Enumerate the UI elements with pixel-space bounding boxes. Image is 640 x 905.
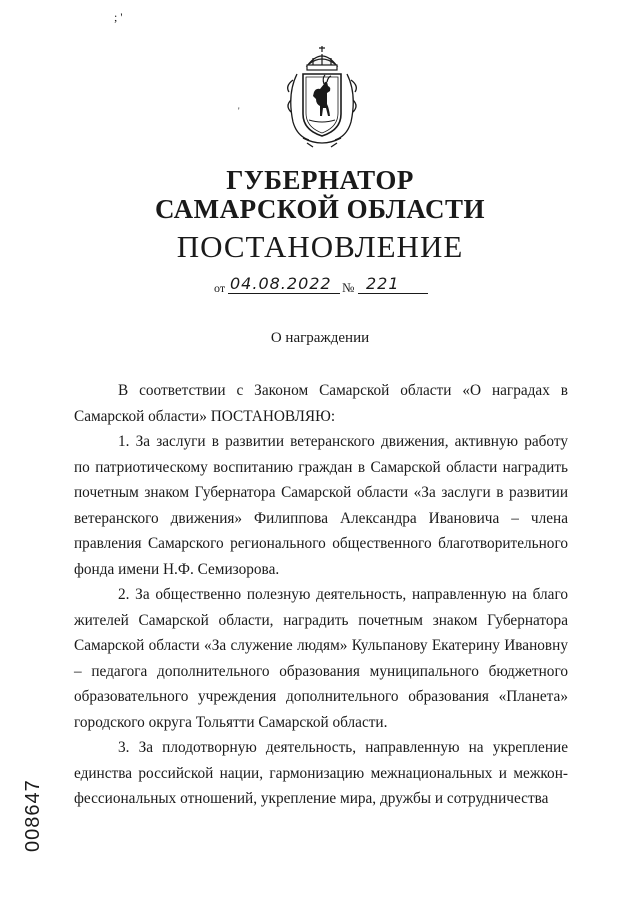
decree-type-heading: ПОСТАНОВЛЕНИЕ [176,229,464,264]
date-underline [228,293,340,294]
scan-mark: ' [238,106,240,116]
subject-heading: О награждении [270,330,370,346]
issuer-title-line2: САМАРСКОЙ ОБЛАСТИ [154,194,486,224]
handwritten-number: 221 [366,274,400,293]
clause-2-paragraph: 2. За общественно полезную деятельность, направленную на благо жителей Самарской области, наградить почетным знаком Губернатора Самарской области «За служение людям» Кульпанову Екатерину Ивановну – педагога дополнительного образования муниципального бюджетного образовательного учреждения дополнительного образования «Планета» городского округа Тольятти Самарской области. [74,586,568,731]
registration-number: 008647 [22,779,44,852]
number-label: № [342,280,355,295]
date-label: от [214,281,226,295]
decree-body [74,378,568,812]
number-underline [358,293,428,294]
handwritten-date: 04.08.2022 [230,274,332,293]
clause-3-paragraph: 3. За плодотворную деятельность, направленную на укрепление единства российской нации, гармонизацию межнациональных и межконфессиональных отношений, укрепление мира, дружбы и сотрудничества [74,739,568,807]
samara-coat-of-arms-icon [283,44,361,148]
clause-1-paragraph: 1. За заслуги в развитии ветеранского движения, активную работу по патриотическому воспитанию граждан в Самарской области наградить почетным знаком Губернатора Самарской области «За заслуги в развитии ветеранского движения» Филиппова Александра Ивановича – члена правления Самарского регионального общественного благотворительного фонда имени Н.Ф. Семизорова. [74,433,568,578]
date-number-line [214,276,444,296]
issuer-title-line1: ГУБЕРНАТОР [226,165,414,195]
scan-mark: ; ' [114,10,123,24]
preamble-paragraph: В соответствии с Законом Самарской области «О наградах в Самарской области» ПОСТАНОВЛЯЮ: [74,382,568,425]
